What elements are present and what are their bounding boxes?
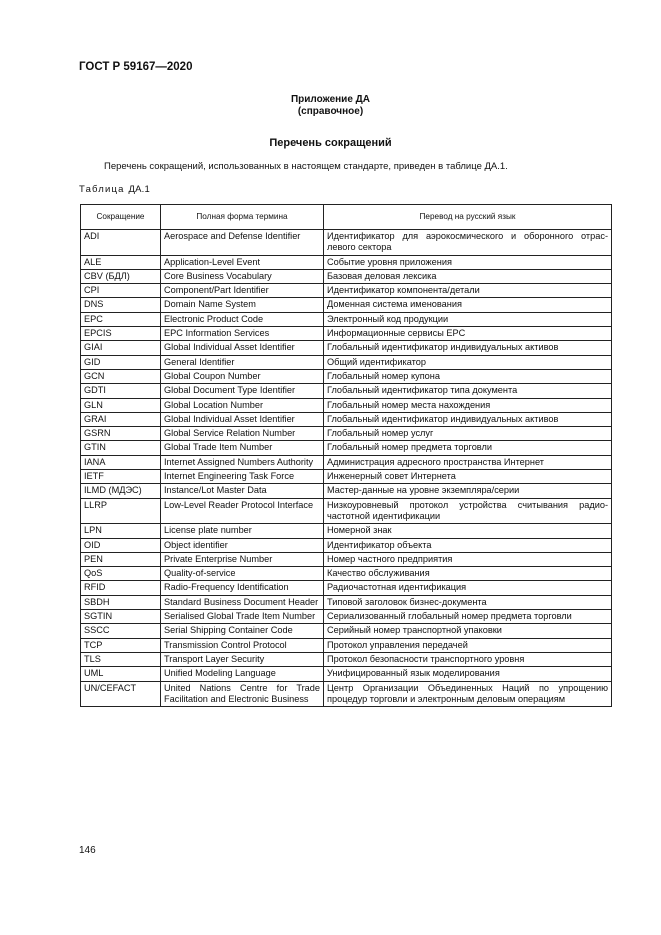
full-form-cell: Quality-of-service [161, 567, 324, 581]
abbreviation-cell: OID [81, 538, 161, 552]
full-form-cell: Global Document Type Identifier [161, 384, 324, 398]
table-row [81, 369, 612, 383]
abbreviation-cell: LPN [81, 524, 161, 538]
section-title: Перечень сокращений [269, 137, 392, 149]
full-form-cell: Domain Name System [161, 298, 324, 312]
table-row [81, 230, 612, 256]
full-form-cell: Global Individual Asset Identifier [161, 341, 324, 355]
translation-cell: Глобальный идентификатор индивидуальных активов [324, 341, 612, 355]
abbreviation-cell: IANA [81, 455, 161, 469]
translation-cell: Номер частного предприятия [324, 552, 612, 566]
full-form-cell: Low-Level Reader Protocol Interface [161, 498, 324, 524]
table-row [81, 538, 612, 552]
abbreviation-cell: GID [81, 355, 161, 369]
table-row [81, 498, 612, 524]
translation-cell: Глобальный номер места нахождения [324, 398, 612, 412]
abbreviation-cell: GRAI [81, 412, 161, 426]
translation-cell: Электронный код продукции [324, 312, 612, 326]
translation-cell: Идентификатор объекта [324, 538, 612, 552]
table-row [81, 638, 612, 652]
intro-paragraph: Перечень сокращений, использованных в настоящем стандарте, приведен в таблице ДА.1. [104, 161, 508, 172]
abbreviation-cell: TCP [81, 638, 161, 652]
full-form-cell: Global Location Number [161, 398, 324, 412]
table-row [81, 284, 612, 298]
table-row [81, 269, 612, 283]
full-form-cell: Transmission Control Protocol [161, 638, 324, 652]
header-full-form: Полная форма термина [161, 205, 324, 230]
abbreviation-cell: GIAI [81, 341, 161, 355]
translation-cell: Администрация адресного пространства Интернет [324, 455, 612, 469]
abbreviation-cell: CPI [81, 284, 161, 298]
table-row [81, 298, 612, 312]
table-row [81, 470, 612, 484]
full-form-cell: Private Enterprise Number [161, 552, 324, 566]
full-form-cell: Global Individual Asset Identifier [161, 412, 324, 426]
full-form-cell: Application-Level Event [161, 255, 324, 269]
table-row [81, 255, 612, 269]
table-row [81, 610, 612, 624]
translation-cell: Глобальный номер услуг [324, 427, 612, 441]
translation-cell: Идентификатор компонента/детали [324, 284, 612, 298]
abbreviation-cell: DNS [81, 298, 161, 312]
table-row [81, 552, 612, 566]
abbreviation-cell: QoS [81, 567, 161, 581]
abbreviation-cell: ADI [81, 230, 161, 256]
translation-cell: Радиочастотная идентификация [324, 581, 612, 595]
table-body [81, 230, 612, 707]
abbreviation-cell: CBV (БДЛ) [81, 269, 161, 283]
full-form-cell: Electronic Product Code [161, 312, 324, 326]
translation-cell: Общий идентификатор [324, 355, 612, 369]
full-form-cell: Global Coupon Number [161, 369, 324, 383]
table-row [81, 441, 612, 455]
abbreviation-cell: LLRP [81, 498, 161, 524]
table-row [81, 412, 612, 426]
abbreviation-cell: SBDH [81, 595, 161, 609]
abbreviation-cell: EPC [81, 312, 161, 326]
table-row [81, 455, 612, 469]
table-row [81, 355, 612, 369]
full-form-cell: License plate number [161, 524, 324, 538]
full-form-cell: Core Business Vocabulary [161, 269, 324, 283]
abbreviations-table [80, 204, 612, 707]
table-row [81, 524, 612, 538]
header-translation: Перевод на русский язык [324, 205, 612, 230]
page-number: 146 [79, 845, 96, 856]
abbreviation-cell: GLN [81, 398, 161, 412]
translation-cell: Базовая деловая лексика [324, 269, 612, 283]
table-row [81, 427, 612, 441]
abbreviation-cell: GTIN [81, 441, 161, 455]
abbreviation-cell: IETF [81, 470, 161, 484]
annex-subtitle: (справочное) [297, 106, 364, 117]
translation-cell: Мастер-данные на уровне экземпляра/серии [324, 484, 612, 498]
table-row [81, 384, 612, 398]
abbreviation-cell: PEN [81, 552, 161, 566]
table-row [81, 327, 612, 341]
table-caption [79, 184, 150, 195]
table-row [81, 567, 612, 581]
translation-cell: Серийный номер транспортной упаковки [324, 624, 612, 638]
abbreviation-cell: GCN [81, 369, 161, 383]
translation-cell: Информационные сервисы EPC [324, 327, 612, 341]
translation-cell: Глобальный номер купона [324, 369, 612, 383]
full-form-cell: Radio-Frequency Identification [161, 581, 324, 595]
table-row [81, 341, 612, 355]
full-form-cell: Instance/Lot Master Data [161, 484, 324, 498]
translation-cell: Глобальный идентификатор типа документа [324, 384, 612, 398]
document-code: ГОСТ Р 59167—2020 [79, 61, 193, 73]
translation-cell: Глобальный идентификатор индивидуальных активов [324, 412, 612, 426]
abbreviation-cell: TLS [81, 652, 161, 666]
translation-cell: Центр Организации Объединенных Наций по упрощению процедур торговли и электронным деловым операциям [324, 681, 612, 707]
translation-cell: Доменная система именования [324, 298, 612, 312]
header-abbreviation: Сокращение [81, 205, 161, 230]
abbreviation-cell: ALE [81, 255, 161, 269]
full-form-cell: Aerospace and Defense Identifier [161, 230, 324, 256]
translation-cell: Качество обслуживания [324, 567, 612, 581]
translation-cell: Протокол управления передачей [324, 638, 612, 652]
table-row [81, 398, 612, 412]
full-form-cell: Internet Engineering Task Force [161, 470, 324, 484]
full-form-cell: Serialised Global Trade Item Number [161, 610, 324, 624]
full-form-cell: Object identifier [161, 538, 324, 552]
table-row [81, 681, 612, 707]
translation-cell: Низкоуровневый протокол устройства считывания радио-частотной идентификации [324, 498, 612, 524]
table-row [81, 595, 612, 609]
translation-cell: Идентификатор для аэрокосмического и оборонного отрас-левого сектора [324, 230, 612, 256]
abbreviation-cell: ILMD (МДЭС) [81, 484, 161, 498]
abbreviation-cell: UN/CEFACT [81, 681, 161, 707]
translation-cell: Типовой заголовок бизнес-документа [324, 595, 612, 609]
translation-cell: Глобальный номер предмета торговли [324, 441, 612, 455]
full-form-cell: EPC Information Services [161, 327, 324, 341]
table-row [81, 624, 612, 638]
table-row [81, 667, 612, 681]
abbreviation-cell: RFID [81, 581, 161, 595]
table-header-row [81, 205, 612, 230]
abbreviation-cell: SGTIN [81, 610, 161, 624]
full-form-cell: General Identifier [161, 355, 324, 369]
full-form-cell: Serial Shipping Container Code [161, 624, 324, 638]
table-row [81, 312, 612, 326]
full-form-cell: United Nations Centre for Trade Facilitation and Electronic Business [161, 681, 324, 707]
translation-cell: Унифицированный язык моделирования [324, 667, 612, 681]
full-form-cell: Transport Layer Security [161, 652, 324, 666]
translation-cell: Инженерный совет Интернета [324, 470, 612, 484]
full-form-cell: Global Trade Item Number [161, 441, 324, 455]
full-form-cell: Internet Assigned Numbers Authority [161, 455, 324, 469]
full-form-cell: Standard Business Document Header [161, 595, 324, 609]
translation-cell: Сериализованный глобальный номер предмета торговли [324, 610, 612, 624]
abbreviation-cell: UML [81, 667, 161, 681]
table-caption-label: Таблица [79, 184, 125, 195]
table-row [81, 484, 612, 498]
full-form-cell: Unified Modeling Language [161, 667, 324, 681]
table-row [81, 652, 612, 666]
translation-cell: Событие уровня приложения [324, 255, 612, 269]
translation-cell: Номерной знак [324, 524, 612, 538]
table-row [81, 581, 612, 595]
full-form-cell: Component/Part Identifier [161, 284, 324, 298]
abbreviation-cell: SSCC [81, 624, 161, 638]
abbreviation-cell: GDTI [81, 384, 161, 398]
annex-heading [0, 94, 661, 118]
translation-cell: Протокол безопасности транспортного уровня [324, 652, 612, 666]
abbreviation-cell: EPCIS [81, 327, 161, 341]
annex-title: Приложение ДА [290, 94, 371, 105]
full-form-cell: Global Service Relation Number [161, 427, 324, 441]
abbreviation-cell: GSRN [81, 427, 161, 441]
table-caption-number: ДА.1 [128, 184, 150, 195]
